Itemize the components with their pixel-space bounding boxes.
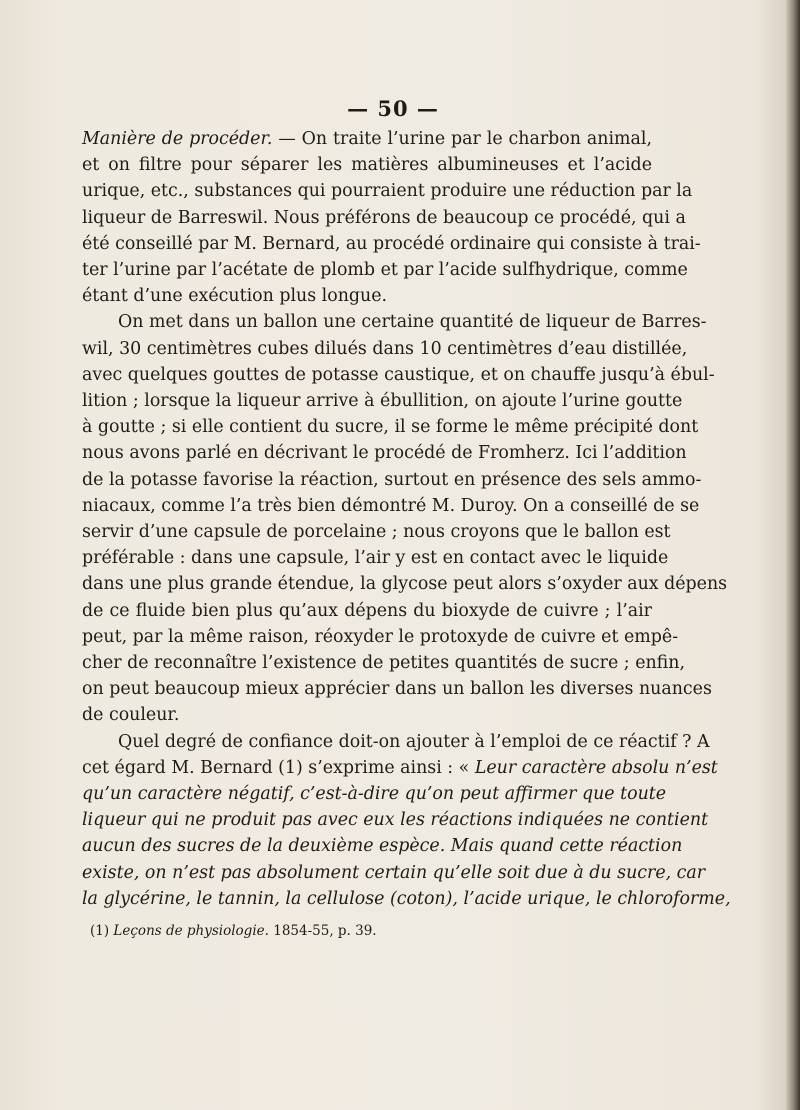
text-span: niacaux, comme l’a très bien démontré M. Duroy. On a conseillé de se [82, 495, 700, 516]
text-span: dans une plus grande étendue, la glycose peut alors s’oxyder aux dépens [82, 574, 728, 595]
italic-text: Manière de procéder. [82, 129, 273, 149]
text-line [82, 702, 652, 728]
text-span: On met dans un ballon une certaine quantité de liqueur de Barres- [118, 312, 707, 333]
text-line [82, 571, 728, 597]
text-line [82, 598, 652, 624]
text-line [82, 205, 686, 231]
italic-text: Leur caractère absolu n’est [474, 757, 718, 778]
text-line [82, 388, 683, 414]
body-text [82, 126, 731, 912]
page-number: — 50 — [347, 96, 439, 121]
text-line [82, 650, 686, 676]
text-line [82, 467, 702, 493]
text-line [82, 755, 718, 781]
italic-text: existe, on n’est pas absolument certain qu’elle soit due à du sucre, car [82, 862, 706, 883]
footnote-marker: (1) [90, 923, 110, 939]
italic-text: liqueur qui ne produit pas avec eux les réactions indiquées ne contient [82, 810, 709, 831]
text-span: de couleur. [82, 705, 180, 726]
text-line [82, 336, 688, 362]
italic-text: aucun des sucres de la deuxième espèce. Mais quand cette réaction [82, 836, 683, 857]
text-line [82, 545, 669, 571]
italic-text: qu’un caractère négatif, c’est-à-dire qu’on peut affirmer que toute [82, 784, 667, 805]
text-span: servir d’une capsule de porcelaine ; nous croyons que le ballon est [82, 522, 671, 543]
text-line [82, 860, 706, 886]
text-line [82, 283, 652, 309]
text-span: wil, 30 centimètres cubes dilués dans 10 centimètres d’eau distillée, [82, 338, 688, 359]
text-line [82, 676, 712, 702]
text-span: liqueur de Barreswil. Nous préférons de beaucoup ce procédé, qui a [82, 207, 686, 228]
text-line [82, 519, 671, 545]
text-line [82, 807, 709, 833]
text-span: étant d’une exécution plus longue. [82, 286, 388, 307]
text-line [82, 362, 715, 388]
footnote-title: Leçons de physiologie. [113, 923, 269, 939]
text-span: peut, par la même raison, réoxyder le protoxyde de cuivre et empê- [82, 626, 679, 647]
text-span: cher de reconnaître l’existence de petites quantités de sucre ; enfin, [82, 653, 686, 674]
text-line [82, 781, 667, 807]
italic-text: la glycérine, le tannin, la cellulose (coton), l’acide urique, le chloroforme, [82, 888, 731, 909]
text-span: préférable : dans une capsule, l’air y est en contact avec le liquide [82, 548, 669, 569]
text-span: nous avons parlé en décrivant le procédé de Fromherz. Ici l’addition [82, 443, 687, 464]
text-span: lition ; lorsque la liqueur arrive à ébullition, on ajoute l’urine goutte [82, 391, 683, 412]
text-span: ter l’urine par l’acétate de plomb et par l’acide sulfhydrique, comme [82, 260, 688, 281]
text-span: Quel degré de confiance doit-on ajouter à l’emploi de ce réactif ? A [118, 731, 710, 752]
text-span: à goutte ; si elle contient du sucre, il se forme le même précipité dont [82, 417, 699, 438]
text-span: on peut beaucoup mieux apprécier dans un ballon les diverses nuances [82, 679, 712, 700]
text-line [82, 414, 699, 440]
text-line [82, 729, 710, 755]
text-span: et on filtre pour séparer les matières albumineuses et l’acide [82, 155, 652, 176]
text-span: cet égard M. Bernard (1) s’exprime ainsi : « [82, 757, 475, 778]
text-span: — On traite l’urine par le charbon animal, [272, 129, 652, 149]
footnote-reference: 1854-55, p. 39. [268, 923, 377, 939]
text-line [82, 126, 652, 152]
text-line [82, 257, 688, 283]
text-span: urique, etc., substances qui pourraient produire une réduction par la [82, 181, 693, 202]
text-line [82, 624, 679, 650]
text-line [82, 231, 701, 257]
text-span: de la potasse favorise la réaction, surtout en présence des sels ammo- [82, 469, 702, 490]
text-line [82, 440, 687, 466]
text-line [82, 152, 652, 178]
text-line [82, 309, 707, 335]
text-line [82, 833, 683, 859]
text-span: de ce fluide bien plus qu’aux dépens du bioxyde de cuivre ; l’air [82, 600, 652, 621]
page-edge-shadow [786, 0, 800, 1110]
text-span: avec quelques gouttes de potasse caustique, et on chauffe jusqu’à ébul- [82, 364, 715, 385]
text-line [82, 886, 731, 912]
text-span: été conseillé par M. Bernard, au procédé ordinaire qui consiste à trai- [82, 233, 701, 254]
footnote [90, 922, 650, 940]
text-line [82, 493, 700, 519]
text-line [82, 178, 693, 204]
